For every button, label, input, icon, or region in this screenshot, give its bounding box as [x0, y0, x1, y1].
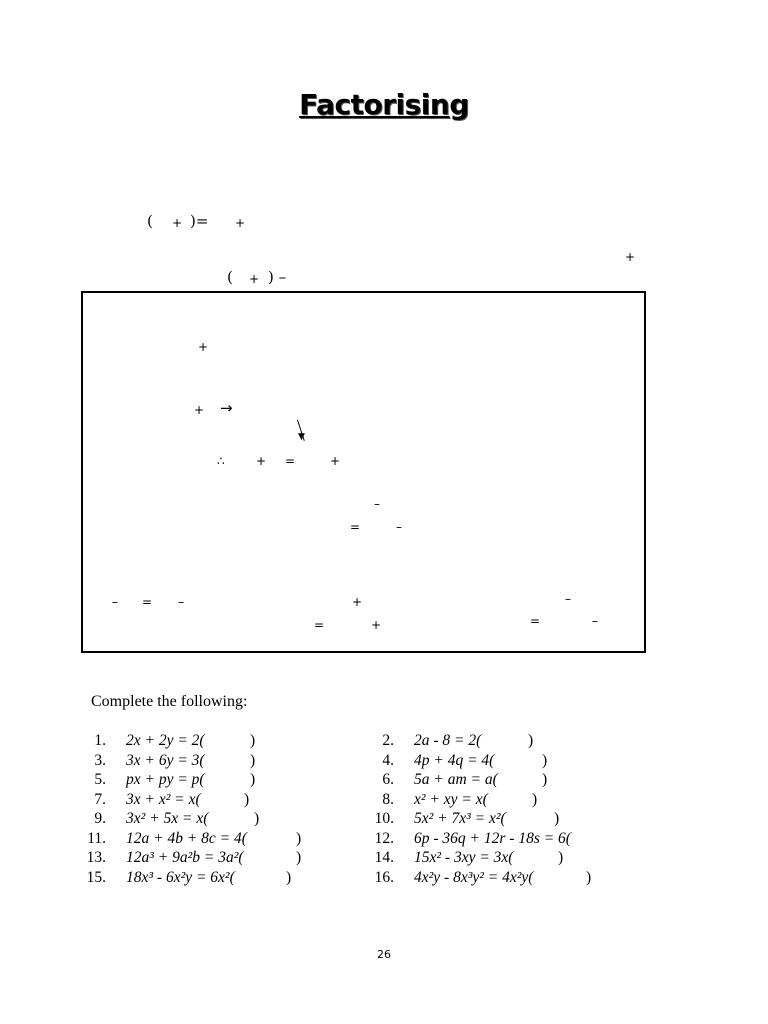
arrow-head-icon: ▼	[298, 432, 305, 442]
exercise-item	[358, 810, 560, 828]
box-minus-4: –	[178, 595, 184, 609]
top1-open-paren: (	[147, 212, 153, 230]
exercise-close-paren: )	[554, 810, 560, 827]
exercise-item	[70, 849, 302, 867]
box-plus-2: +	[194, 403, 205, 417]
exercise-item	[70, 771, 256, 789]
exercise-item	[358, 732, 534, 750]
exercise-number: 14.	[374, 849, 394, 866]
exercise-item	[358, 771, 548, 789]
exercise-expression: 5x² + 7x³ = x²(	[414, 810, 506, 827]
exercise-item	[70, 810, 260, 828]
exercise-close-paren: )	[558, 849, 564, 866]
top1-close-equals: )=	[190, 212, 209, 230]
top1-plus: +	[172, 216, 183, 230]
exercise-number: 4.	[382, 751, 394, 769]
exercise-number: 15.	[86, 868, 106, 886]
box-equals-5: =	[530, 614, 541, 628]
box-plus-4: +	[330, 454, 341, 468]
exercise-item	[358, 849, 564, 867]
exercise-number: 8.	[382, 790, 394, 808]
exercise-expression: 4x²y - 8x³y² = 4x²y(	[414, 868, 534, 886]
exercise-item	[70, 868, 292, 887]
box-equals-4: =	[314, 618, 325, 632]
top3-open-paren: (	[227, 268, 233, 286]
exercise-number: 5.	[94, 771, 106, 788]
exercise-expression: x² + xy = x(	[414, 790, 488, 808]
example-box	[81, 291, 646, 653]
exercise-expression: 6p - 36q + 12r - 18s = 6(	[414, 829, 571, 847]
exercise-number: 1.	[94, 732, 106, 749]
exercise-expression: 18x³ - 6x²y = 6x²(	[126, 868, 235, 886]
box-plus-1: +	[198, 340, 209, 354]
exercise-expression: px + py = p(	[126, 771, 205, 788]
exercise-expression: 12a + 4b + 8c = 4(	[126, 829, 247, 847]
exercise-close-paren: )	[250, 771, 256, 788]
box-equals-2: =	[350, 520, 361, 534]
exercise-number: 11.	[87, 829, 106, 847]
exercise-item	[358, 790, 538, 809]
exercise-expression: 3x + x² = x(	[126, 790, 201, 808]
exercise-item	[358, 868, 592, 887]
exercise-number: 3.	[94, 751, 106, 769]
exercise-close-paren: )	[532, 790, 538, 808]
exercise-number: 13.	[86, 849, 106, 866]
box-minus-5: –	[565, 592, 571, 606]
exercise-close-paren: )	[542, 751, 548, 769]
box-minus-1: –	[374, 497, 380, 511]
box-equals-1: =	[285, 454, 296, 468]
exercise-close-paren: )	[586, 868, 592, 886]
exercises-heading: Complete the following:	[91, 693, 248, 710]
box-minus-3: –	[112, 595, 118, 609]
exercise-item	[70, 829, 302, 848]
exercise-close-paren: )	[542, 771, 548, 788]
page-title: Factorising	[299, 88, 469, 121]
exercise-number: 7.	[94, 790, 106, 808]
exercise-item	[358, 830, 571, 848]
exercise-number: 6.	[382, 771, 394, 788]
exercise-close-paren: )	[250, 751, 256, 769]
exercise-item	[70, 790, 250, 809]
top3-plus: +	[249, 272, 260, 286]
exercise-close-paren: )	[296, 849, 302, 866]
exercise-number: 12.	[374, 829, 394, 847]
exercise-expression: 5a + am = a(	[414, 771, 498, 788]
exercise-item	[70, 732, 256, 750]
exercise-expression: 4p + 4q = 4(	[414, 751, 495, 769]
box-minus-2: –	[396, 520, 402, 534]
box-plus-3: +	[256, 454, 267, 468]
box-equals-3: =	[142, 595, 153, 609]
exercise-close-paren: )	[244, 790, 250, 808]
exercise-close-paren: )	[286, 868, 292, 886]
exercise-expression: 3x + 6y = 3(	[126, 751, 205, 769]
exercise-item	[70, 751, 256, 770]
top3-close-minus: ) –	[268, 268, 287, 286]
exercise-number: 16.	[374, 868, 394, 886]
exercise-number: 2.	[382, 732, 394, 749]
exercise-close-paren: )	[250, 732, 256, 749]
exercise-number: 10.	[374, 810, 394, 827]
exercise-expression: 12a³ + 9a²b = 3a²(	[126, 849, 244, 866]
exercise-number: 9.	[94, 810, 106, 827]
exercise-expression: 2a - 8 = 2(	[414, 732, 482, 749]
exercise-close-paren: )	[254, 810, 260, 827]
exercise-close-paren: )	[528, 732, 534, 749]
exercise-expression: 2x + 2y = 2(	[126, 732, 205, 749]
top2-plus: +	[625, 250, 636, 264]
box-plus-5: +	[352, 595, 363, 609]
page-number: 26	[377, 948, 391, 961]
exercise-item	[358, 751, 548, 770]
top1-plus-2: +	[235, 216, 246, 230]
exercise-expression: 15x² - 3xy = 3x(	[414, 849, 514, 866]
box-minus-6: –	[592, 614, 598, 628]
box-plus-6: +	[371, 618, 382, 632]
exercise-expression: 3x² + 5x = x(	[126, 810, 209, 827]
therefore-symbol: ∴	[217, 454, 225, 468]
right-arrow-icon: →	[220, 399, 233, 417]
exercise-close-paren: )	[296, 829, 302, 847]
